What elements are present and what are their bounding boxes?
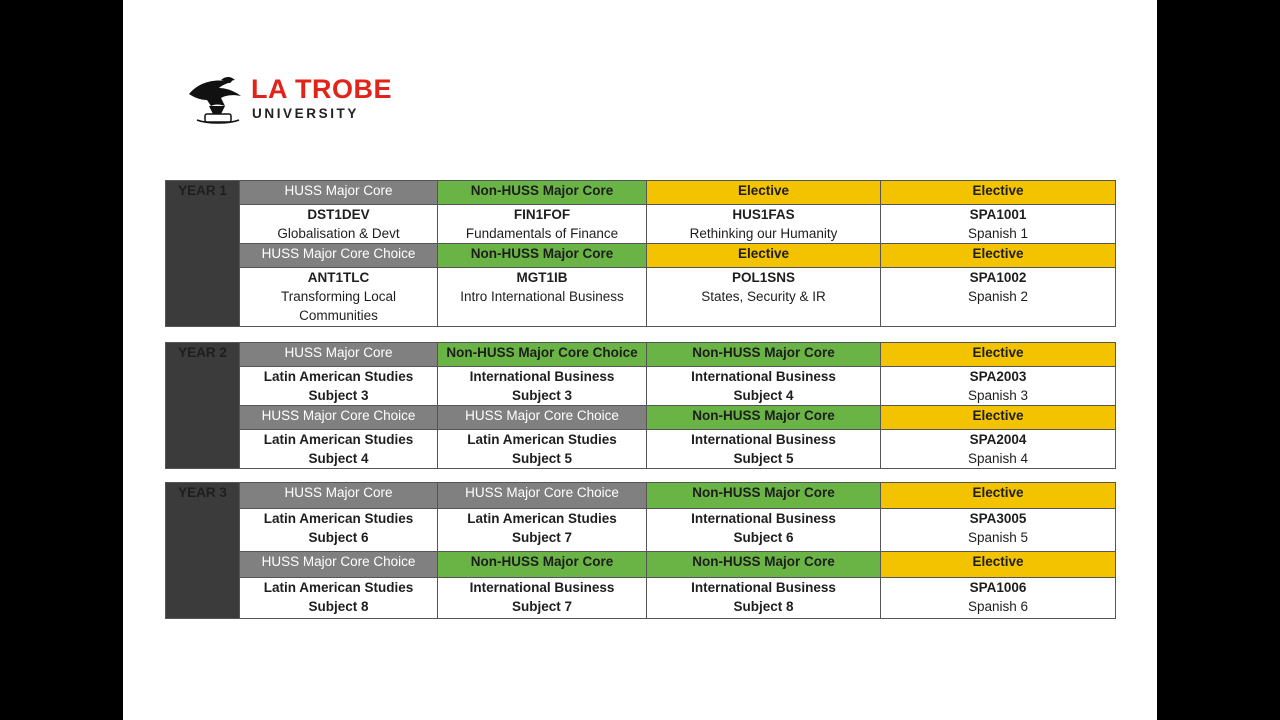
subject-code: Latin American Studies [263,369,414,384]
subject-name: Globalisation & Devt [277,226,400,241]
header-cell: Non-HUSS Major Core [438,552,647,578]
subject-cell [881,509,1116,552]
subject-code: SPA1006 [969,580,1027,595]
header-cell: Elective [881,483,1116,509]
subject-name: Subject 8 [308,599,369,614]
subject-code: DST1DEV [307,207,370,222]
subject-name: Subject 4 [308,451,369,466]
subject-cell [647,578,881,619]
subject-name: Spanish 4 [967,451,1029,466]
subject-name: Spanish 5 [967,530,1029,545]
subject-name: Subject 4 [733,388,794,403]
subject-code: International Business [691,432,836,447]
subject-cell [240,578,438,619]
subject-cell [240,430,438,469]
subject-cell [647,268,881,327]
subject-cell [647,430,881,469]
subject-name: Subject 7 [511,599,573,614]
subject-code: SPA3005 [969,511,1027,526]
eagle-crest-icon [185,72,247,128]
header-cell: HUSS Major Core Choice [240,244,438,268]
header-cell: Elective [881,552,1116,578]
subject-code: SPA2003 [969,369,1027,384]
subject-cell [438,268,647,327]
subject-cell [881,430,1116,469]
subject-code: Latin American Studies [467,511,617,526]
header-cell: Elective [647,181,881,205]
year-label: YEAR 3 [166,483,240,619]
header-cell: HUSS Major Core Choice [438,406,647,430]
subject-code: Latin American Studies [467,432,617,447]
subject-cell [438,509,647,552]
subject-name: Spanish 1 [967,226,1029,241]
header-cell: HUSS Major Core [240,181,438,205]
subject-cell [438,578,647,619]
subject-code: SPA1001 [969,207,1027,222]
subject-code: SPA2004 [969,432,1027,447]
subject-name: Subject 8 [733,599,794,614]
subject-name: Subject 7 [511,530,573,545]
header-cell: Non-HUSS Major Core [647,552,881,578]
year-2-table [165,342,1116,469]
header-cell: HUSS Major Core Choice [240,552,438,578]
subject-name: States, Security & IR [701,289,826,304]
subject-code: MGT1IB [516,270,568,285]
subject-name: Fundamentals of Finance [465,226,619,241]
subject-name: Subject 3 [511,388,573,403]
subject-cell [881,578,1116,619]
subject-code: ANT1TLC [307,270,370,285]
header-cell: Elective [881,343,1116,367]
header-cell: Non-HUSS Major Core Choice [438,343,647,367]
header-cell: Non-HUSS Major Core [647,483,881,509]
year-3-table [165,482,1116,619]
subject-code: Latin American Studies [263,511,414,526]
header-cell: HUSS Major Core [240,483,438,509]
header-cell: HUSS Major Core Choice [240,406,438,430]
subject-code: International Business [691,369,836,384]
header-cell: HUSS Major Core Choice [438,483,647,509]
subject-name: Subject 6 [733,530,794,545]
subject-cell [438,205,647,244]
subject-name: Spanish 3 [967,388,1029,403]
subject-name: Spanish 6 [967,599,1029,614]
subject-code: International Business [691,511,836,526]
header-cell: Non-HUSS Major Core [438,244,647,268]
subject-cell [647,205,881,244]
subject-name: Intro International Business [460,289,624,304]
subject-code: Latin American Studies [263,432,414,447]
subject-cell [881,205,1116,244]
subject-name: Subject 3 [308,388,369,403]
header-cell: Non-HUSS Major Core [438,181,647,205]
header-cell: Elective [881,406,1116,430]
logo-subtitle: UNIVERSITY [252,106,360,121]
slide-page [123,0,1157,720]
subject-code: FIN1FOF [513,207,571,222]
subject-code: International Business [469,369,615,384]
subject-cell [240,205,438,244]
subject-name: Transforming Local Communities [280,289,397,323]
subject-cell [647,509,881,552]
header-cell: Elective [647,244,881,268]
subject-code: SPA1002 [969,270,1027,285]
year-label: YEAR 2 [166,343,240,469]
subject-cell [647,367,881,406]
subject-code: International Business [469,580,615,595]
subject-name: Rethinking our Humanity [689,226,838,241]
header-cell: Non-HUSS Major Core [647,406,881,430]
subject-code: HUS1FAS [732,207,795,222]
logo-wordmark: LA TROBE [251,74,392,104]
subject-cell [240,268,438,327]
subject-name: Subject 5 [511,451,573,466]
subject-cell [240,367,438,406]
subject-cell [881,268,1116,327]
subject-cell [438,430,647,469]
subject-name: Subject 5 [733,451,794,466]
subject-name: Spanish 2 [967,289,1029,304]
subject-name: Subject 6 [308,530,369,545]
year-1-table [165,180,1116,327]
header-cell: Non-HUSS Major Core [647,343,881,367]
subject-cell [240,509,438,552]
subject-code: Latin American Studies [263,580,414,595]
header-cell: Elective [881,181,1116,205]
header-cell: Elective [881,244,1116,268]
subject-cell [881,367,1116,406]
header-cell: HUSS Major Core [240,343,438,367]
university-logo [185,72,425,128]
subject-cell [438,367,647,406]
subject-code: International Business [691,580,836,595]
subject-code: POL1SNS [731,270,796,285]
year-label: YEAR 1 [166,181,240,327]
